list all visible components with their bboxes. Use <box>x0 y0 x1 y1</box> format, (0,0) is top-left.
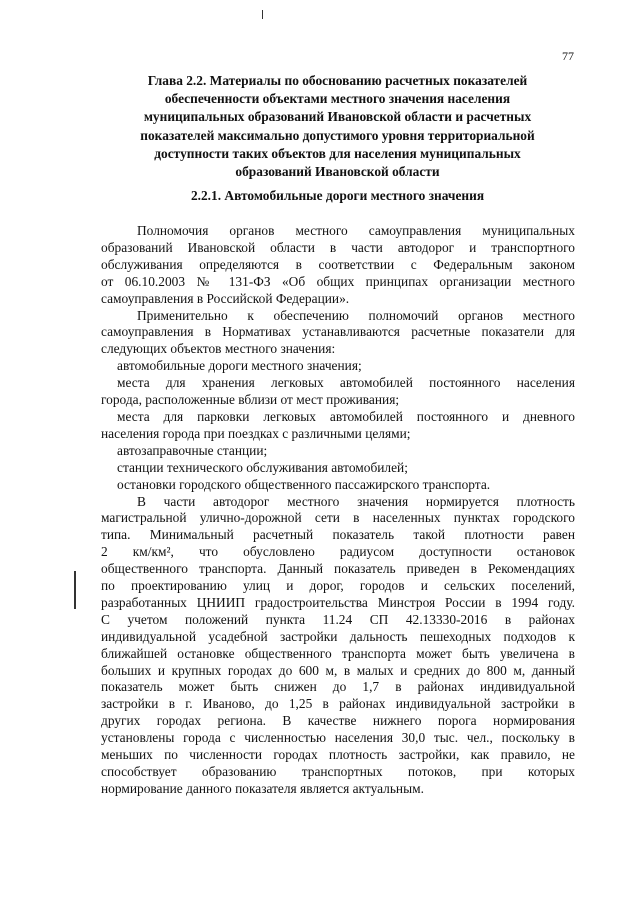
text-line: от 06.10.2003 № 131-ФЗ «Об общих принципах организации местного <box>101 273 575 289</box>
text-line: самоуправления в Российской Федерации». <box>101 290 350 306</box>
list-line: города, расположенные вблизи от мест проживания; <box>101 392 400 408</box>
chapter-heading <box>100 72 575 181</box>
heading-line: обеспеченности объектами местного значения населения <box>164 91 511 107</box>
list-line: места для парковки легковых автомобилей постоянного и дневного <box>117 408 575 424</box>
text-line: общественного транспорта. Данный показатель приведен в Рекомендациях <box>101 561 575 577</box>
text-line: разработанных ЦНИИП градостроительства Минстроя России в 1994 году. <box>101 594 575 610</box>
heading-line: образований Ивановской области <box>235 164 440 180</box>
text-line: 2 км/км², что обусловлено радиусом доступности остановок <box>101 544 575 560</box>
text-line: индивидуальной усадебной застройки дальность пешеходных подходов к <box>101 628 575 644</box>
text-line: С учетом положений пункта 11.24 СП 42.13330-2016 в районах <box>101 611 575 627</box>
text-line: Применительно к обеспечению полномочий органов местного <box>137 307 575 323</box>
page-number: 77 <box>562 49 574 63</box>
text-line: других городах региона. В качестве нижнего порога нормирования <box>101 713 575 729</box>
scan-mark-top <box>262 10 263 19</box>
text-line: показатель может быть снижен до 1,7 в районах индивидуальной <box>101 679 575 695</box>
section-heading: 2.2.1. Автомобильные дороги местного значения <box>190 188 485 203</box>
list-line: автозаправочные станции; <box>117 442 268 458</box>
text-line: меньших по численности городах плотность застройки, как правило, не <box>101 747 575 763</box>
text-line: застройки в г. Иваново, до 1,25 в районах индивидуальной застройки в <box>101 696 575 712</box>
scan-mark-left <box>74 571 76 609</box>
heading-line: доступности таких объектов для населения муниципальных <box>154 145 521 161</box>
text-line: по проектированию улиц и дорог, городов и сельских поселений, <box>101 578 575 594</box>
body-text <box>101 223 575 798</box>
text-line: магистральной улично-дорожной сети в населенных пунктах городского <box>101 510 575 526</box>
text-line: следующих объектов местного значения: <box>101 341 336 357</box>
text-line: В части автодорог местного значения нормируется плотность <box>137 493 575 509</box>
text-line: типа. Минимальный расчетный показатель такой плотности равен <box>101 527 575 543</box>
heading-line: Глава 2.2. Материалы по обоснованию расчетных показателей <box>147 73 528 88</box>
list-line: места для хранения легковых автомобилей постоянного населения <box>117 375 575 391</box>
text-line: самоуправления в Нормативах устанавливаются расчетные показатели для <box>101 324 575 340</box>
text-line: нормирование данного показателя является актуальным. <box>101 780 424 796</box>
text-line: ближайшей остановке общественного транспорта может быть увеличена в <box>101 645 575 661</box>
text-line: способствует образованию транспортных потоков, при которых <box>101 764 575 779</box>
list-line: станции технического обслуживания автомобилей; <box>117 459 408 475</box>
list-line: населения города при поездках с различными целями; <box>101 425 411 441</box>
text-line: установлены города с численностью населения 30,0 тыс. чел., поскольку в <box>101 730 575 746</box>
text-line: Полномочия органов местного самоуправления муниципальных <box>137 223 575 238</box>
heading-line: муниципальных образований Ивановской области и расчетных <box>143 109 532 125</box>
list-line: автомобильные дороги местного значения; <box>117 358 362 374</box>
text-line: обслуживания определяются в соответствии с Федеральным законом <box>101 256 575 272</box>
text-line: больших и крупных городах до 600 м, в малых и средних до 800 м, данный <box>101 662 575 678</box>
heading-line: показателей максимально допустимого уровня территориальной <box>140 127 535 143</box>
text-line: образований Ивановской области в части автодорог и транспортного <box>101 239 575 255</box>
list-line: остановки городского общественного пассажирского транспорта. <box>117 476 491 492</box>
